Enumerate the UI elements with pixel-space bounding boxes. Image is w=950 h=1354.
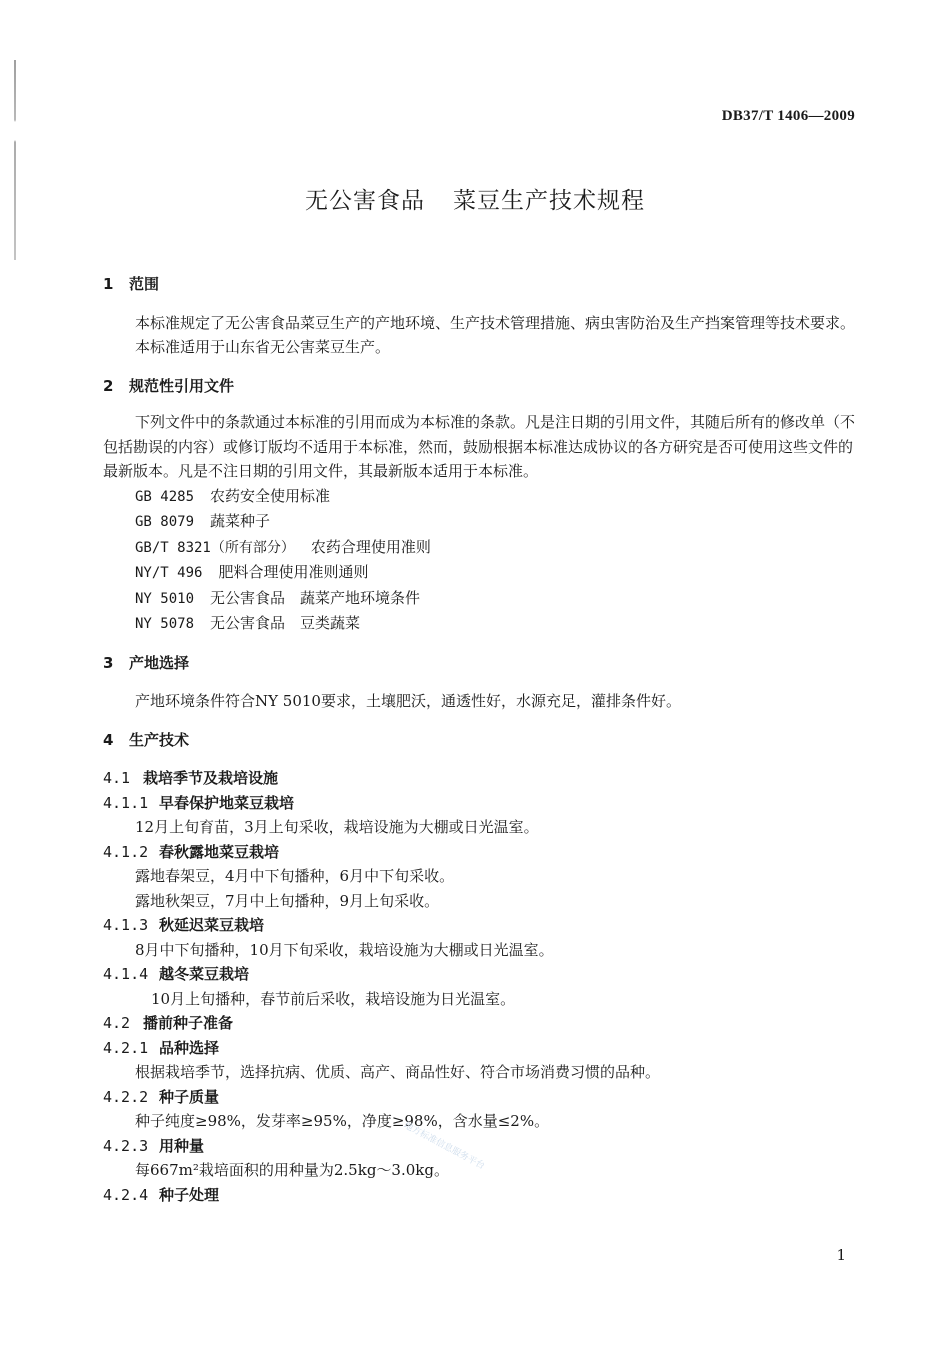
section-title: 规范性引用文件 <box>129 376 235 395</box>
paragraph: 本标准适用于山东省无公害菜豆生产。 <box>135 338 391 356</box>
clause-heading <box>103 1036 863 1061</box>
paragraph: 露地春架豆，4月中下旬播种，6月中下旬采收。 <box>135 867 455 885</box>
reference-item <box>103 484 863 510</box>
clause-number: 4.1.3 <box>103 916 149 934</box>
clause-heading <box>103 1134 863 1159</box>
clause-number: 4.1.2 <box>103 842 149 861</box>
document-title <box>0 182 950 215</box>
clause-title: 种子处理 <box>159 1185 220 1204</box>
reference-name: 蔬菜种子 <box>210 512 271 530</box>
reference-name: 农药合理使用准则 <box>310 537 431 556</box>
reference-code: GB 4285 <box>135 488 195 505</box>
reference-code: GB 8079 <box>135 514 195 530</box>
scan-edge-mark <box>14 60 16 260</box>
watermark-text: 地方标准信息服务平台 <box>401 1120 487 1172</box>
reference-code: NY 5010 <box>135 590 195 607</box>
page-number: 1 <box>836 1246 846 1264</box>
section-heading-4 <box>103 728 863 753</box>
clause-title: 种子质量 <box>159 1087 220 1106</box>
reference-item <box>103 535 863 561</box>
title-part-1: 无公害食品 <box>305 188 425 214</box>
standard-code: DB37/T 1406—2009 <box>721 108 855 124</box>
clause-number: 4.2.3 <box>103 1136 149 1155</box>
reference-name: 无公害食品 蔬菜产地环境条件 <box>210 588 421 607</box>
clause-number: 4.2.1 <box>103 1038 149 1057</box>
clause-heading <box>103 962 863 987</box>
clause-heading <box>103 1085 863 1110</box>
reference-name: 农药安全使用标准 <box>210 486 331 505</box>
clause-heading <box>103 913 863 938</box>
subsection-title: 播前种子准备 <box>143 1014 234 1032</box>
clause-heading <box>103 1183 863 1208</box>
title-part-2: 菜豆生产技术规程 <box>453 188 645 214</box>
paragraph: 露地秋架豆，7月中上旬播种，9月上旬采收。 <box>135 891 440 910</box>
section-heading-3 <box>103 651 863 676</box>
clause-title: 品种选择 <box>159 1038 220 1057</box>
reference-item <box>103 509 863 535</box>
reference-code: NY 5078 <box>135 616 195 632</box>
subsection-number: 4.1 <box>103 769 131 787</box>
subsection-number: 4.2 <box>103 1014 131 1032</box>
clause-title: 用种量 <box>159 1136 205 1155</box>
paragraph: 下列文件中的条款通过本标准的引用而成为本标准的条款。凡是注日期的引用文件，其随后所有的修改单（不包括勘误的内容）或修订版均不适用于本标准，然而，鼓励根据本标准达成协议的各方研究是否可使用这些文件的最新版本。凡是不注日期的引用文件，其最新版本适用于本标准。 <box>103 413 856 480</box>
paragraph: 产地环境条件符合NY 5010要求，土壤肥沃，通透性好，水源充足，灌排条件好。 <box>135 692 681 710</box>
section-number: 1 <box>103 275 114 293</box>
paragraph: 本标准规定了无公害食品菜豆生产的产地环境、生产技术管理措施、病虫害防治及生产挡案管理等技术要求。 <box>135 313 856 332</box>
reference-item <box>103 611 863 637</box>
section-number: 3 <box>103 653 114 672</box>
clause-number: 4.1.1 <box>103 793 149 812</box>
paragraph: 10月上旬播种，春节前后采收，栽培设施为日光温室。 <box>151 989 516 1008</box>
section-number: 2 <box>103 376 114 395</box>
section-title: 范围 <box>129 275 160 293</box>
clause-heading <box>103 791 863 816</box>
reference-item <box>103 586 863 612</box>
document-body <box>103 272 863 1207</box>
clause-heading <box>103 840 863 865</box>
reference-name: 无公害食品 豆类蔬菜 <box>210 614 361 632</box>
section-heading-2 <box>103 374 863 399</box>
section-number: 4 <box>103 730 114 749</box>
reference-code: NY/T 496 <box>135 565 203 581</box>
reference-code: GB/T 8321（所有部分） <box>135 539 295 556</box>
paragraph: 种子纯度≥98%，发芽率≥95%，净度≥98%，含水量≤2%。 <box>135 1112 550 1130</box>
clause-number: 4.1.4 <box>103 965 149 983</box>
section-heading-1 <box>103 272 863 297</box>
paragraph: 8月中下旬播种，10月下旬采收，栽培设施为大棚或日光温室。 <box>135 940 554 959</box>
paragraph: 每667m²栽培面积的用种量为2.5kg～3.0kg。 <box>135 1161 449 1179</box>
paragraph: 12月上旬育苗，3月上旬采收，栽培设施为大棚或日光温室。 <box>135 818 539 836</box>
paragraph: 根据栽培季节，选择抗病、优质、高产、商品性好、符合市场消费习惯的品种。 <box>135 1063 661 1081</box>
clause-number: 4.2.2 <box>103 1087 149 1106</box>
clause-title: 越冬菜豆栽培 <box>159 965 250 983</box>
reference-name: 肥料合理使用准则通则 <box>218 563 369 581</box>
subsection-heading <box>103 766 863 791</box>
clause-number: 4.2.4 <box>103 1185 149 1204</box>
section-title: 生产技术 <box>129 730 190 749</box>
section-title: 产地选择 <box>129 653 190 672</box>
clause-title: 早春保护地菜豆栽培 <box>159 793 295 812</box>
clause-title: 秋延迟菜豆栽培 <box>159 916 265 934</box>
subsection-title: 栽培季节及栽培设施 <box>143 769 279 787</box>
clause-title: 春秋露地菜豆栽培 <box>159 842 280 861</box>
subsection-heading <box>103 1011 863 1036</box>
reference-item <box>103 560 863 586</box>
